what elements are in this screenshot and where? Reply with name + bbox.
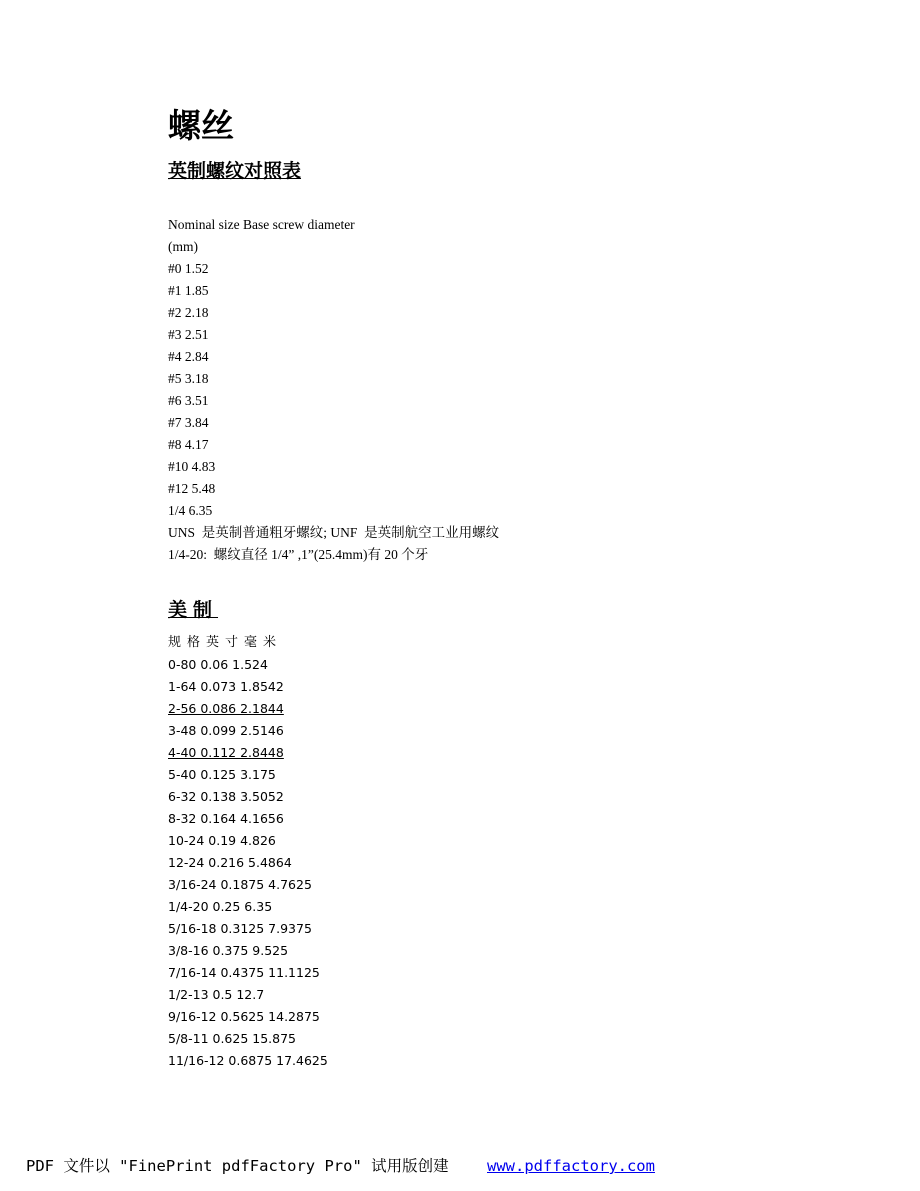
us-size-table — [168, 654, 328, 1072]
section-subtitle: 英制螺纹对照表 — [168, 160, 302, 182]
note-line: UNS 是英制普通粗牙螺纹; UNF 是英制航空工业用螺纹 — [168, 525, 500, 540]
table-row: 1/4-20 0.25 6.35 — [168, 899, 273, 914]
table-row: 8-32 0.164 4.1656 — [168, 811, 284, 826]
page-title: 螺丝 — [168, 106, 234, 145]
table-row: #12 5.48 — [168, 481, 216, 496]
us-table-header: 规格英寸毫米 — [168, 635, 283, 650]
table-header: Nominal size Base screw diameter — [168, 217, 355, 232]
table-row: 6-32 0.138 3.5052 — [168, 789, 284, 804]
table-row: 3/8-16 0.375 9.525 — [168, 943, 289, 958]
table-row: #8 4.17 — [168, 437, 209, 452]
table-row: 3/16-24 0.1875 4.7625 — [168, 877, 312, 892]
table-row-link[interactable]: 2-56 0.086 2.1844 — [168, 701, 284, 716]
table-row: 1-64 0.073 1.8542 — [168, 679, 284, 694]
table-row: #5 3.18 — [168, 371, 209, 386]
table-row-link[interactable]: 4-40 0.112 2.8448 — [168, 745, 284, 760]
table-row: 5/16-18 0.3125 7.9375 — [168, 921, 312, 936]
table-row: #1 1.85 — [168, 283, 209, 298]
table-row: #2 2.18 — [168, 305, 209, 320]
table-row: 9/16-12 0.5625 14.2875 — [168, 1009, 320, 1024]
table-row: #0 1.52 — [168, 261, 209, 276]
table-row: #7 3.84 — [168, 415, 209, 430]
table-header-unit: (mm) — [168, 239, 198, 254]
table-row: #4 2.84 — [168, 349, 209, 364]
table-row: 10-24 0.19 4.826 — [168, 833, 276, 848]
table-row: 1/4 6.35 — [168, 503, 213, 518]
table-row: 0-80 0.06 1.524 — [168, 657, 268, 672]
table-row: 12-24 0.216 5.4864 — [168, 855, 292, 870]
table-row: 5/8-11 0.625 15.875 — [168, 1031, 297, 1046]
table-row: 1/2-13 0.5 12.7 — [168, 987, 265, 1002]
us-section-heading: 美制 — [168, 599, 219, 621]
english-size-table — [168, 214, 728, 522]
thread-notes — [168, 522, 768, 566]
note-line: 1/4-20: 螺纹直径 1/4” ,1”(25.4mm)有 20 个牙 — [168, 547, 429, 562]
table-row: #3 2.51 — [168, 327, 209, 342]
table-row: #10 4.83 — [168, 459, 216, 474]
table-row: 7/16-14 0.4375 11.1125 — [168, 965, 320, 980]
footer-text: PDF 文件以 "FinePrint pdfFactory Pro" 试用版创建 — [26, 1157, 449, 1175]
footer-link[interactable]: www.pdffactory.com — [487, 1157, 655, 1175]
table-row: 11/16-12 0.6875 17.4625 — [168, 1053, 328, 1068]
table-row: 5-40 0.125 3.175 — [168, 767, 276, 782]
table-row: 3-48 0.099 2.5146 — [168, 723, 284, 738]
table-row: #6 3.51 — [168, 393, 209, 408]
